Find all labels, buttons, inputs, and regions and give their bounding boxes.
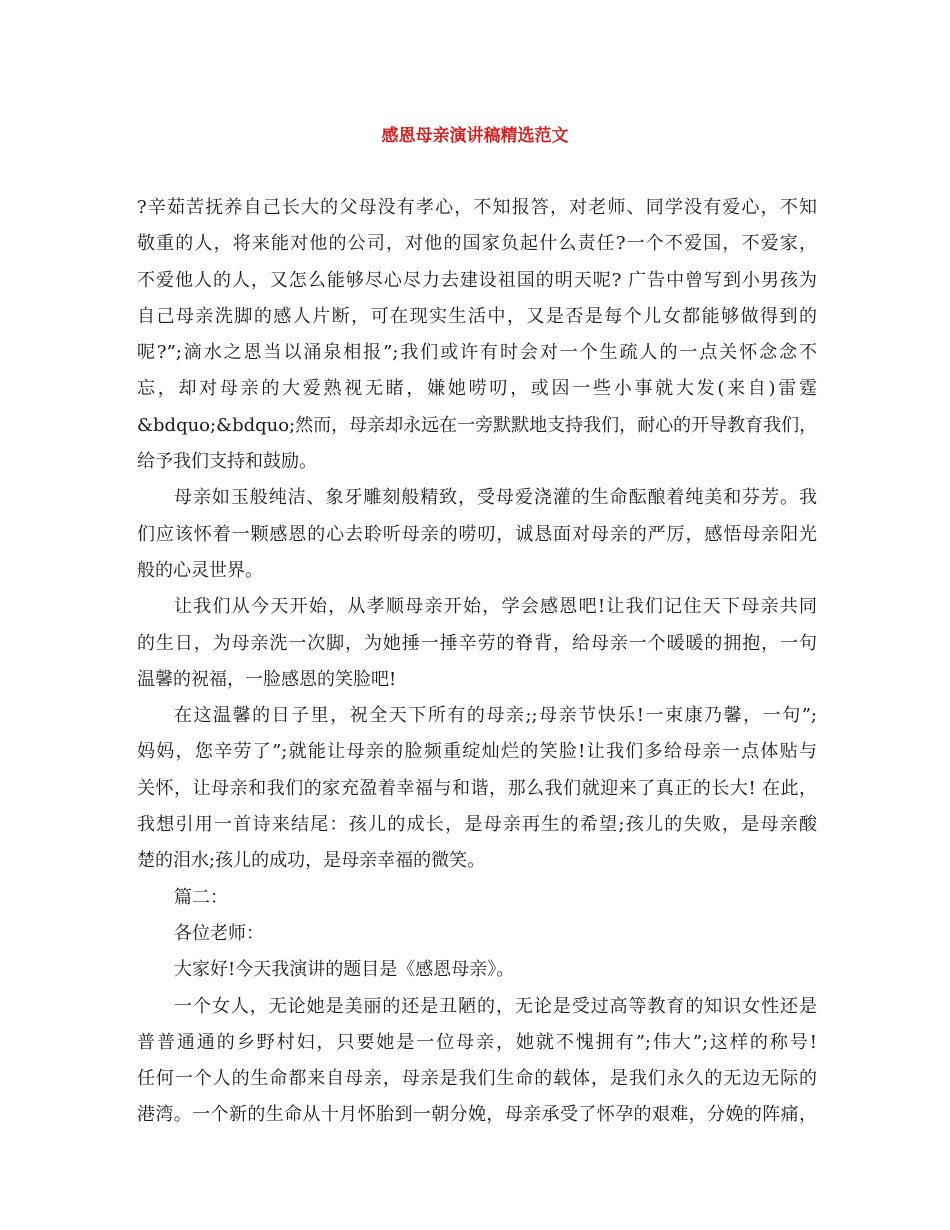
text-line: 自己母亲洗脚的感人片断，可在现实生活中，又是否是每个儿女都能够做得到的	[137, 305, 817, 327]
text-line: &bdquo;&bdquo;然而，母亲却永远在一旁默默地支持我们，耐心的开导教育我们，	[137, 414, 818, 436]
text-line: ?辛茹苦抚养自己长大的父母没有孝心，不知报答，对老师、同学没有爱心，不知	[137, 197, 817, 218]
text-line: 楚的泪水;孩儿的成功，是母亲幸福的微笑。	[137, 850, 486, 872]
text-line: 普普通通的乡野村妇，只要她是一位母亲，她就不愧拥有”;伟大”;这样的称号!	[137, 1031, 817, 1053]
text-line: 让我们从今天开始，从孝顺母亲开始，学会感恩吧!让我们记住天下母亲共同	[174, 596, 817, 618]
text-line: 给予我们支持和鼓励。	[137, 451, 317, 473]
text-line: 关怀，让母亲和我们的家充盈着幸福与和谐，那么我们就迎来了真正的长大! 在此，	[137, 777, 817, 799]
text-line: 港湾。一个新的生命从十月怀胎到一朝分娩，母亲承受了怀孕的艰难，分娩的阵痛，	[137, 1104, 817, 1126]
text-line: 忘，却对母亲的大爱熟视无睹，嫌她唠叨，或因一些小事就大发(来自)雷霆	[137, 378, 817, 400]
document-title: 感恩母亲演讲稿精选范文	[381, 126, 569, 146]
document-body	[137, 190, 817, 1134]
text-line: 敬重的人，将来能对他的公司，对他的国家负起什么责任?一个不爱国，不爱家，	[137, 233, 817, 255]
text-line: 妈妈，您辛劳了”;就能让母亲的脸频重绽灿烂的笑脸!让我们多给母亲一点体贴与	[137, 741, 817, 763]
text-line: 的生日，为母亲洗一次脚，为她捶一捶辛劳的脊背，给母亲一个暖暖的拥抱，一句	[137, 632, 817, 654]
salutation: 各位老师：	[174, 922, 264, 944]
text-line: 温馨的祝福，一脸感恩的笑脸吧!	[137, 668, 397, 690]
text-line: 大家好!今天我演讲的题目是《感恩母亲》。	[174, 959, 515, 981]
text-line: 母亲如玉般纯洁、象牙雕刻般精致，受母爱浇灌的生命酝酿着纯美和芬芳。我	[174, 487, 817, 509]
text-line: 不爱他人的人，又怎么能够尽心尽力去建设祖国的明天呢? 广告中曾写到小男孩为	[137, 269, 817, 291]
text-line: 任何一个人的生命都来自母亲，母亲是我们生命的载体，是我们永久的无边无际的	[137, 1068, 817, 1090]
section-heading: 篇二：	[174, 886, 228, 908]
text-line: 般的心灵世界。	[137, 559, 263, 581]
text-line: 一个女人，无论她是美丽的还是丑陋的，无论是受过高等教育的知识女性还是	[174, 995, 817, 1017]
text-line: 在这温馨的日子里，祝全天下所有的母亲;;母亲节快乐!一束康乃馨，一句”;	[174, 705, 817, 727]
text-line: 我想引用一首诗来结尾：孩儿的成长，是母亲再生的希望;孩儿的失败，是母亲酸	[137, 814, 817, 836]
text-line: 呢?”;滴水之恩当以涌泉相报”;我们或许有时会对一个生疏人的一点关怀念念不	[137, 342, 817, 364]
text-line: 们应该怀着一颗感恩的心去聆听母亲的唠叨，诚恳面对母亲的严厉，感悟母亲阳光	[137, 523, 817, 545]
